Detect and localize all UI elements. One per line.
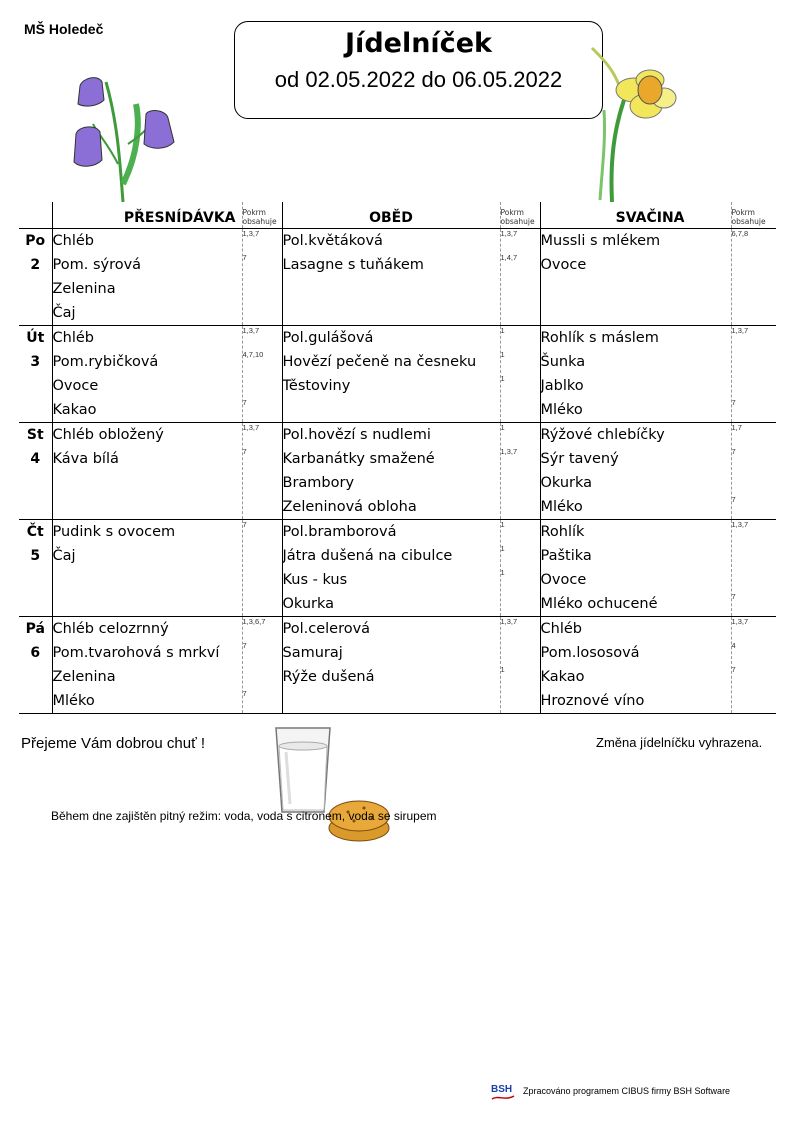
dish-item: Pol.bramborová [282,524,397,540]
allergen-codes: 1,3,7 [242,423,260,432]
allergen-codes: 7 [731,398,736,407]
day-header [19,202,52,229]
dish-item: Paštika [540,548,592,564]
drinking-regime-note: Během dne zajištěn pitný režim: voda, voda s citronem, voda se sirupem [51,809,437,823]
breakfast-cell [52,520,242,617]
dish-item: Ovoce [540,257,587,273]
allergen-codes [732,689,777,713]
allergen-codes: 1,3,7 [500,617,518,626]
allergen-codes: 1,3,6,7 [242,617,266,626]
allergen-codes: 1,3,7 [731,520,749,529]
dish-item: Brambory [282,475,355,491]
snack-cell [540,520,731,617]
lunch-cell [282,423,500,520]
dish-item: Čaj [52,305,76,321]
breakfast-cell [52,326,242,423]
allergen-codes: 1,3,7 [242,326,260,335]
allergens-cell [731,326,776,423]
dish-item: Těstoviny [282,378,351,394]
allergen-codes: 1 [500,350,505,359]
allergen-codes: 7 [242,641,247,650]
dish-item: Samuraj [282,645,343,661]
dish-item: Pol.hovězí s nudlemi [282,427,431,443]
allergen-codes [501,301,540,325]
allergen-codes: 1 [500,544,505,553]
day-number: 5 [30,548,41,564]
allergen-codes: 4 [731,641,736,650]
dish-item: Rýžové chlebíčky [540,427,665,443]
allergen-codes [243,665,282,689]
allergen-codes [243,568,282,592]
allergen-codes [501,398,540,422]
allergens-cell [500,423,540,520]
allergen-codes [243,277,282,301]
allergen-codes: 7 [242,447,247,456]
allergen-codes: 1 [500,326,505,335]
allergen-codes: 1 [500,568,505,577]
allergens-cell [500,520,540,617]
allergen-codes [732,374,777,398]
dish-item: Chléb obložený [52,427,164,443]
allergen-codes [732,350,777,374]
allergen-codes [243,471,282,495]
day-number: 2 [30,257,41,273]
dish-item: Rohlík s máslem [540,330,659,346]
breakfast-cell [52,617,242,714]
allergen-codes [501,592,540,616]
day-abbr: St [26,427,44,443]
day-abbr: Út [26,330,45,346]
day-abbr: Čt [26,524,44,540]
day-label [19,520,52,617]
lunch-cell [282,229,500,326]
dish-item: Zeleninová obloha [282,499,417,515]
allergen-codes [243,301,282,325]
dish-item: Jablko [540,378,584,394]
dish-item: Okurka [282,596,335,612]
allergens-header: Pokrm obsahuje [500,202,540,229]
allergen-codes: 7 [731,495,736,504]
allergen-codes: 1,3,7 [242,229,260,238]
dish-item: Chléb [540,621,582,637]
bsh-logo-text: BSH [491,1084,513,1095]
allergen-codes: 1,3,7 [500,229,518,238]
day-number: 3 [30,354,41,370]
lunch-cell [282,520,500,617]
breakfast-cell [52,229,242,326]
dish-item: Okurka [540,475,593,491]
dish-item: Chléb celozrnný [52,621,169,637]
dish-item: Pudink s ovocem [52,524,176,540]
dish-item [283,301,500,325]
allergens-header: Pokrm obsahuje [242,202,282,229]
day-label [19,423,52,520]
allergen-codes [243,592,282,616]
allergens-cell [242,326,282,423]
dish-item: Šunka [540,354,586,370]
allergens-cell [500,326,540,423]
dish-item [283,277,500,301]
allergen-codes [501,495,540,519]
dish-item: Mléko [540,499,583,515]
allergen-codes [732,544,777,568]
dish-item: Zelenina [52,669,116,685]
dish-item: Rohlík [540,524,585,540]
dish-item: Mléko [52,693,95,709]
snack-cell [540,326,731,423]
allergen-codes [501,277,540,301]
allergens-cell [242,617,282,714]
allergen-codes [732,277,777,301]
allergen-codes: 1 [500,665,505,674]
dish-item: Sýr tavený [540,451,619,467]
allergen-codes: 6,7,8 [731,229,749,238]
allergens-cell [500,229,540,326]
allergen-codes [243,495,282,519]
menu-table [19,202,776,714]
allergen-codes [243,374,282,398]
dish-item: Ovoce [540,572,587,588]
table-row [19,423,776,520]
dish-item [541,277,731,301]
allergen-codes [243,544,282,568]
wish-text: Přejeme Vám dobrou chuť ! [21,735,206,752]
dish-item [53,495,242,519]
dish-item [53,471,242,495]
dish-item: Hroznové víno [540,693,645,709]
dish-item: Karbanátky smažené [282,451,435,467]
page-title: Jídelníček [345,28,492,59]
allergen-codes [501,689,540,713]
allergen-codes: 1,3,7 [731,617,749,626]
allergen-codes: 1,7 [731,423,742,432]
dish-item: Pol.celerová [282,621,371,637]
allergens-header: Pokrm obsahuje [731,202,776,229]
breakfast-cell [52,423,242,520]
allergen-codes: 4,7,10 [242,350,264,359]
dish-item: Kakao [52,402,97,418]
title-box [234,21,603,119]
allergen-codes: 1 [500,423,505,432]
allergen-codes: 7 [731,665,736,674]
allergen-codes [732,253,777,277]
day-number: 4 [30,451,41,467]
dish-item: Mussli s mlékem [540,233,661,249]
school-name: MŠ Holedeč [24,21,104,37]
dish-item: Ovoce [52,378,99,394]
breakfast-header: PŘESNÍDÁVKA [52,202,242,229]
allergen-codes [501,471,540,495]
table-row [19,326,776,423]
allergen-codes: 7 [731,447,736,456]
dish-item: Pom. sýrová [52,257,142,273]
table-row [19,229,776,326]
allergen-codes: 1 [500,374,505,383]
allergen-codes: 1 [500,520,505,529]
dish-item: Čaj [52,548,76,564]
day-abbr: Pá [25,621,45,637]
day-label [19,229,52,326]
day-label [19,326,52,423]
dish-item: Chléb [52,330,94,346]
dish-item [283,398,500,422]
dish-item [283,689,500,713]
allergen-codes: 7 [242,253,247,262]
allergen-codes [732,471,777,495]
allergens-cell [731,617,776,714]
allergen-codes: 7 [242,398,247,407]
table-row [19,520,776,617]
lunch-cell [282,617,500,714]
allergen-codes: 1,4,7 [500,253,518,262]
date-range: od 02.05.2022 do 06.05.2022 [274,67,563,92]
dish-item [541,301,731,325]
allergen-codes: 1,3,7 [500,447,518,456]
dish-item: Pom.rybičková [52,354,159,370]
allergens-cell [242,520,282,617]
change-note: Změna jídelníčku vyhrazena. [596,735,763,750]
dish-item [53,568,242,592]
allergen-codes: 1,3,7 [731,326,749,335]
allergen-codes: 7 [731,592,736,601]
allergens-cell [731,423,776,520]
dish-item: Lasagne s tuňákem [282,257,424,273]
dish-item: Pom.lososová [540,645,640,661]
dish-item: Rýže dušená [282,669,375,685]
dish-item: Pol.gulášová [282,330,374,346]
allergens-cell [500,617,540,714]
snack-header: SVAČINA [540,202,731,229]
allergen-codes [732,568,777,592]
allergen-codes: 7 [242,689,247,698]
dish-item: Kus - kus [282,572,348,588]
daffodil-illustration [584,40,684,202]
bsh-logo [490,1081,516,1103]
dish-item: Chléb [52,233,94,249]
snack-cell [540,617,731,714]
lunch-cell [282,326,500,423]
allergens-cell [242,229,282,326]
allergens-cell [242,423,282,520]
dish-item: Játra dušená na cibulce [282,548,453,564]
snack-cell [540,423,731,520]
dish-item: Hovězí pečeně na česneku [282,354,477,370]
dish-item: Pol.květáková [282,233,383,249]
dish-item: Zelenina [52,281,116,297]
allergen-codes: 7 [242,520,247,529]
footer-credit: Zpracováno programem CIBUS firmy BSH Software [523,1086,731,1096]
snack-cell [540,229,731,326]
allergens-cell [731,520,776,617]
dish-item: Káva bílá [52,451,119,467]
dish-item: Mléko ochucené [540,596,658,612]
allergen-codes [501,641,540,665]
allergens-cell [731,229,776,326]
milk-glass-illustration [272,724,334,816]
day-label [19,617,52,714]
day-number: 6 [30,645,41,661]
dish-item: Kakao [540,669,585,685]
allergen-codes [732,301,777,325]
bellflower-illustration [68,64,188,204]
dish-item: Mléko [540,402,583,418]
lunch-header: OBĚD [282,202,500,229]
day-abbr: Po [25,233,46,249]
dish-item: Pom.tvarohová s mrkví [52,645,220,661]
table-row [19,617,776,714]
dish-item [53,592,242,616]
table-header-row [19,202,776,229]
